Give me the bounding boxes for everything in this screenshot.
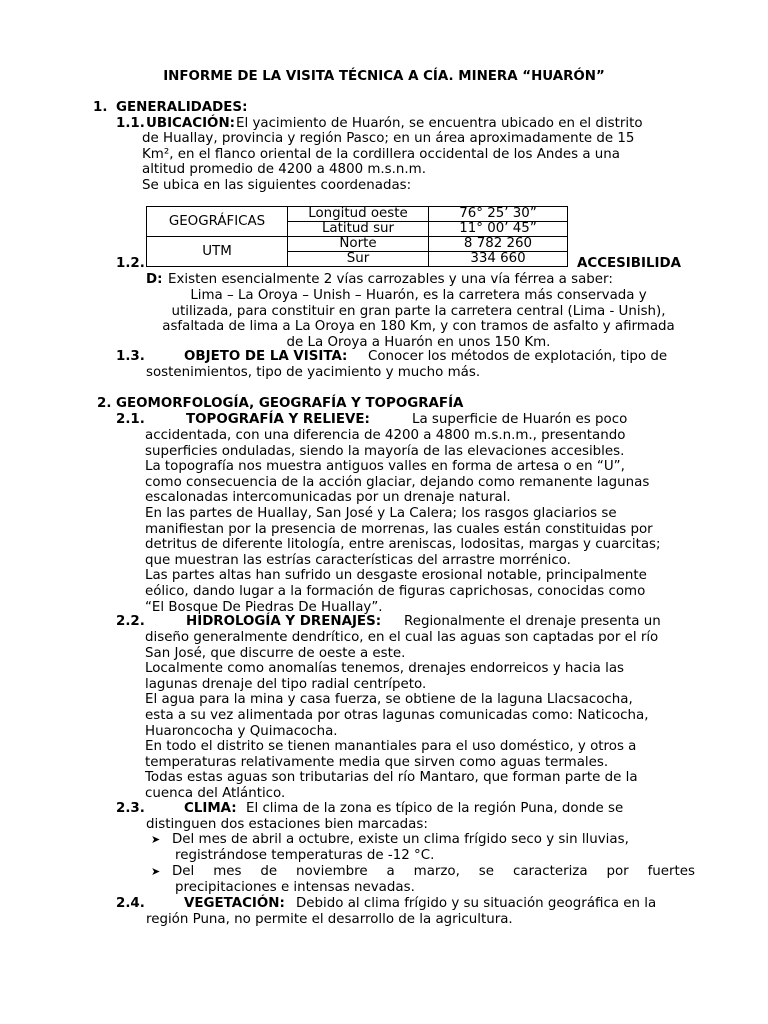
paragraph-line: escalonadas intercomunicadas por un drenaje natural. <box>145 490 511 506</box>
section-1-1-number: 1.1. <box>116 116 145 131</box>
bullet-2-line-1: Del mes de noviembre a marzo, se caracteriza por fuertes <box>172 864 695 879</box>
section-2-4-text-second: región Puna, no permite el desarrollo de la agricultura. <box>146 912 513 927</box>
geographic-label-cell: GEOGRÁFICAS <box>147 207 288 237</box>
section-2-4-text-first: Debido al clima frígido y su situación geográfica en la <box>296 896 657 911</box>
section-2-heading: GEOMORFOLOGÍA, GEOGRAFÍA Y TOPOGRAFÍA <box>116 396 464 411</box>
paragraph-line: que muestran las estrías características del arrastre morrénico. <box>145 552 571 568</box>
paragraph-line: La topografía nos muestra antiguos valles en forma de artesa o en “U”, <box>145 459 625 475</box>
section-1-2-body <box>142 288 695 350</box>
coord-value-cell: 11° 00’ 45” <box>429 222 568 237</box>
section-1-1-heading: UBICACIÓN: <box>146 116 236 131</box>
bullet-1-line-1: Del mes de abril a octubre, existe un clima frígido seco y sin lluvias, <box>172 832 629 847</box>
section-2-1-number: 2.1. <box>116 412 145 427</box>
paragraph-line: Huaroncocha y Quimacocha. <box>145 723 338 739</box>
section-1-2-heading-part-a: ACCESIBILIDA <box>577 256 681 271</box>
section-2-2-body <box>145 630 695 802</box>
coord-name-cell: Norte <box>288 237 429 252</box>
utm-label-cell: UTM <box>147 237 288 267</box>
section-2-3-heading: CLIMA: <box>184 801 237 816</box>
section-2-2-text-first: Regionalmente el drenaje presenta un <box>404 614 661 629</box>
paragraph-line: Km², en el flanco oriental de la cordillera occidental de los Andes a una <box>142 146 620 162</box>
coord-value-cell: 334 660 <box>429 252 568 267</box>
paragraph-line: detritus de diferente litología, entre areniscas, lodositas, margas y cuarcitas; <box>145 537 661 553</box>
section-2-1-heading: TOPOGRAFÍA Y RELIEVE: <box>186 412 370 427</box>
paragraph-line: Se ubica en las siguientes coordenadas: <box>142 177 412 193</box>
section-2-2-number: 2.2. <box>116 614 145 629</box>
section-1-2-number: 1.2. <box>116 256 145 271</box>
section-1-3-number: 1.3. <box>116 349 145 364</box>
section-1-1-body <box>142 131 695 193</box>
paragraph-line: En las partes de Huallay, San José y La Calera; los rasgos glaciarios se <box>145 505 617 521</box>
paragraph-line: temperaturas relativamente media que sirven como aguas termales. <box>145 754 609 770</box>
section-1-3-heading: OBJETO DE LA VISITA: <box>184 349 348 364</box>
paragraph-line: eólico, dando lugar a la formación de figuras caprichosas, conocidas como <box>145 583 646 599</box>
bullet-arrow-icon: ➤ <box>151 833 161 846</box>
paragraph-line: Localmente como anomalías tenemos, drenajes endorreicos y hacia las <box>145 661 625 677</box>
paragraph-line: altitud promedio de 4200 a 4800 m.s.n.m. <box>142 162 426 178</box>
section-2-3-text-second: distinguen dos estaciones bien marcadas: <box>146 817 428 832</box>
paragraph-line: superficies onduladas, siendo la mayoría de las elevaciones accesibles. <box>145 443 625 459</box>
paragraph-line: “El Bosque De Piedras De Huallay”. <box>145 599 383 615</box>
paragraph-line: de La Oroya a Huarón en unos 150 Km. <box>286 334 551 350</box>
bullet-arrow-icon: ➤ <box>151 865 161 878</box>
paragraph-line: esta a su vez alimentada por otras lagunas comunicadas como: Naticocha, <box>145 707 649 723</box>
paragraph-line: lagunas drenaje del tipo radial centrípeto. <box>145 676 427 692</box>
section-1-2-heading-part-b: D: <box>146 272 163 287</box>
bullet-2-line-2: precipitaciones e intensas nevadas. <box>175 880 415 895</box>
section-1-1-text-first: El yacimiento de Huarón, se encuentra ubicado en el distrito <box>236 116 643 131</box>
section-1-3-text-first: Conocer los métodos de explotación, tipo de <box>368 349 668 364</box>
coord-name-cell: Sur <box>288 252 429 267</box>
section-1-2-text-first: Existen esencialmente 2 vías carrozables y una vía férrea a saber: <box>168 272 613 287</box>
bullet-1-line-2: registrándose temperaturas de -12 °C. <box>175 848 435 863</box>
paragraph-line: En todo el distrito se tienen manantiales para el uso doméstico, y otros a <box>145 739 637 755</box>
report-title: INFORME DE LA VISITA TÉCNICA A CÍA. MINERA “HUARÓN” <box>163 69 605 84</box>
section-1-heading: GENERALIDADES: <box>116 100 248 115</box>
paragraph-line: cuenca del Atlántico. <box>145 785 286 801</box>
paragraph-line: asfaltada de lima a La Oroya en 180 Km, y con tramos de asfalto y afirmada <box>162 319 675 335</box>
coordinates-table <box>146 206 568 267</box>
section-2-4-number: 2.4. <box>116 896 145 911</box>
section-2-2-heading: HIDROLOGÍA Y DRENAJES: <box>186 614 382 629</box>
paragraph-line: San José, que discurre de oeste a este. <box>145 645 406 661</box>
section-2-1-text-first: La superficie de Huarón es poco <box>412 412 628 427</box>
paragraph-line: Todas estas aguas son tributarias del río Mantaro, que forman parte de la <box>145 770 638 786</box>
paragraph-line: accidentada, con una diferencia de 4200 a 4800 m.s.n.m., presentando <box>145 428 626 443</box>
section-1-number: 1. <box>93 100 108 115</box>
paragraph-line: Lima – La Oroya – Unish – Huarón, es la carretera más conservada y <box>190 288 647 303</box>
paragraph-line: utilizada, para constituir en gran parte la carretera central (Lima - Unish), <box>171 303 666 319</box>
section-2-4-heading: VEGETACIÓN: <box>184 896 285 911</box>
table-row <box>147 237 568 252</box>
section-2-3-text-first: El clima de la zona es típico de la región Puna, donde se <box>246 801 624 816</box>
table-row <box>147 207 568 222</box>
paragraph-line: como consecuencia de la acción glaciar, dejando como remanente lagunas <box>145 474 650 490</box>
paragraph-line: manifiestan por la presencia de morrenas, las cuales están constituidas por <box>145 521 653 537</box>
section-2-3-number: 2.3. <box>116 801 145 816</box>
section-2-number: 2. <box>97 396 112 411</box>
paragraph-line: Las partes altas han sufrido un desgaste erosional notable, principalmente <box>145 568 647 584</box>
section-1-3-text-second: sostenimientos, tipo de yacimiento y mucho más. <box>146 365 481 380</box>
paragraph-line: El agua para la mina y casa fuerza, se obtiene de la laguna Llacsacocha, <box>145 692 633 708</box>
paragraph-line: de Huallay, provincia y región Pasco; en un área aproximadamente de 15 <box>142 131 635 146</box>
section-2-1-body <box>145 428 695 615</box>
coord-value-cell: 76° 25’ 30” <box>429 207 568 222</box>
coord-name-cell: Longitud oeste <box>288 207 429 222</box>
paragraph-line: diseño generalmente dendrítico, en el cual las aguas son captadas por el río <box>145 630 659 645</box>
coord-name-cell: Latitud sur <box>288 222 429 237</box>
coord-value-cell: 8 782 260 <box>429 237 568 252</box>
